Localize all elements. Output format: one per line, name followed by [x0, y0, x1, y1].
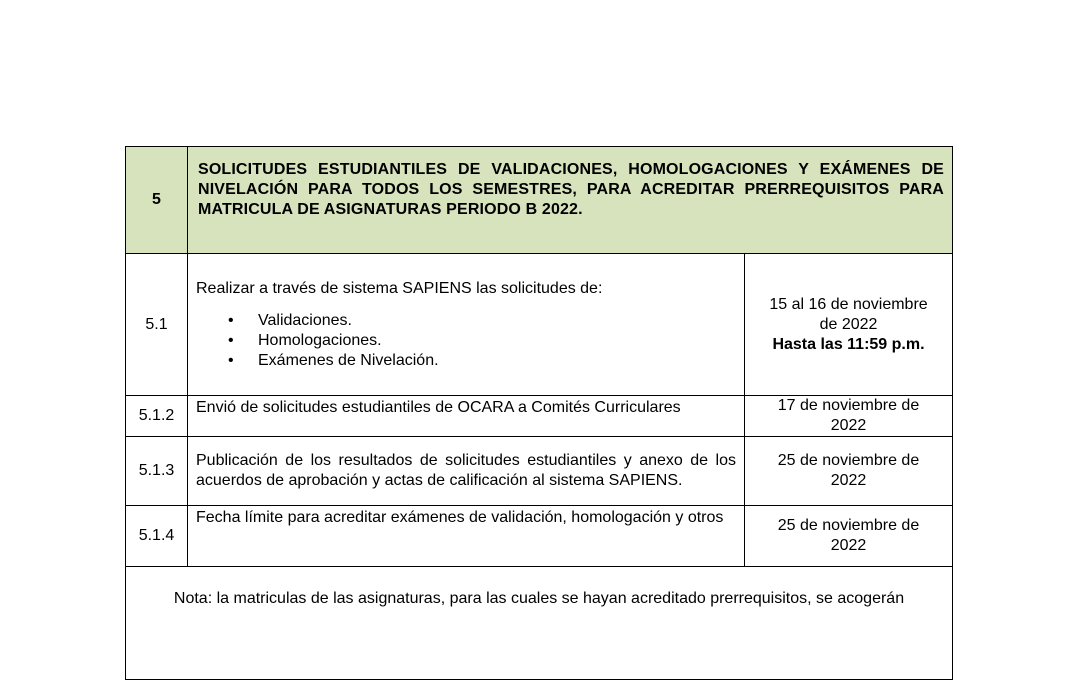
list-item: • Exámenes de Nivelación.: [258, 351, 736, 371]
row-number: 5.1.4: [126, 506, 188, 567]
table-row: [126, 506, 953, 567]
row-date: 17 de noviembre de 2022: [745, 396, 953, 437]
list-item: • Validaciones.: [258, 311, 736, 331]
table-row: [126, 437, 953, 506]
section-header-row: [126, 147, 953, 254]
row-description: Envió de solicitudes estudiantiles de OCARA a Comités Curriculares: [188, 396, 745, 437]
row-number: 5.1: [126, 254, 188, 396]
date-text: 15 al 16 de noviembre de 2022: [769, 295, 928, 333]
row-number: 5.1.2: [126, 396, 188, 437]
schedule-table: [125, 146, 953, 680]
row-date: 25 de noviembre de 2022: [745, 437, 953, 506]
row-description: Publicación de los resultados de solicitudes estudiantiles y anexo de los acuerdos de aprobación y actas de calificación al sistema SAPIENS.: [188, 437, 745, 506]
table-row: [126, 396, 953, 437]
section-number: 5: [126, 147, 188, 254]
row-number: 5.1.3: [126, 437, 188, 506]
row-date: [745, 254, 953, 396]
row-description: Fecha límite para acreditar exámenes de validación, homologación y otros: [188, 506, 745, 567]
row-description: [188, 254, 745, 396]
section-title: SOLICITUDES ESTUDIANTILES DE VALIDACIONES, HOMOLOGACIONES Y EXÁMENES DE NIVELACIÓN PARA TODOS LOS SEMESTRES, PARA ACREDITAR PRERREQUISITOS PARA MATRICULA DE ASIGNATURAS PERIODO B 2022.: [188, 147, 953, 254]
list-item: • Homologaciones.: [258, 331, 736, 351]
row-date: 25 de noviembre de 2022: [745, 506, 953, 567]
note-row: [126, 567, 953, 680]
request-list: [196, 311, 736, 371]
date-deadline: Hasta las 11:59 p.m.: [772, 335, 925, 353]
note-text: Nota: la matriculas de las asignaturas, para las cuales se hayan acreditado prerrequisitos, se acogerán: [126, 567, 953, 680]
row-intro: Realizar a través de sistema SAPIENS las solicitudes de:: [196, 279, 603, 297]
table-row: [126, 254, 953, 396]
